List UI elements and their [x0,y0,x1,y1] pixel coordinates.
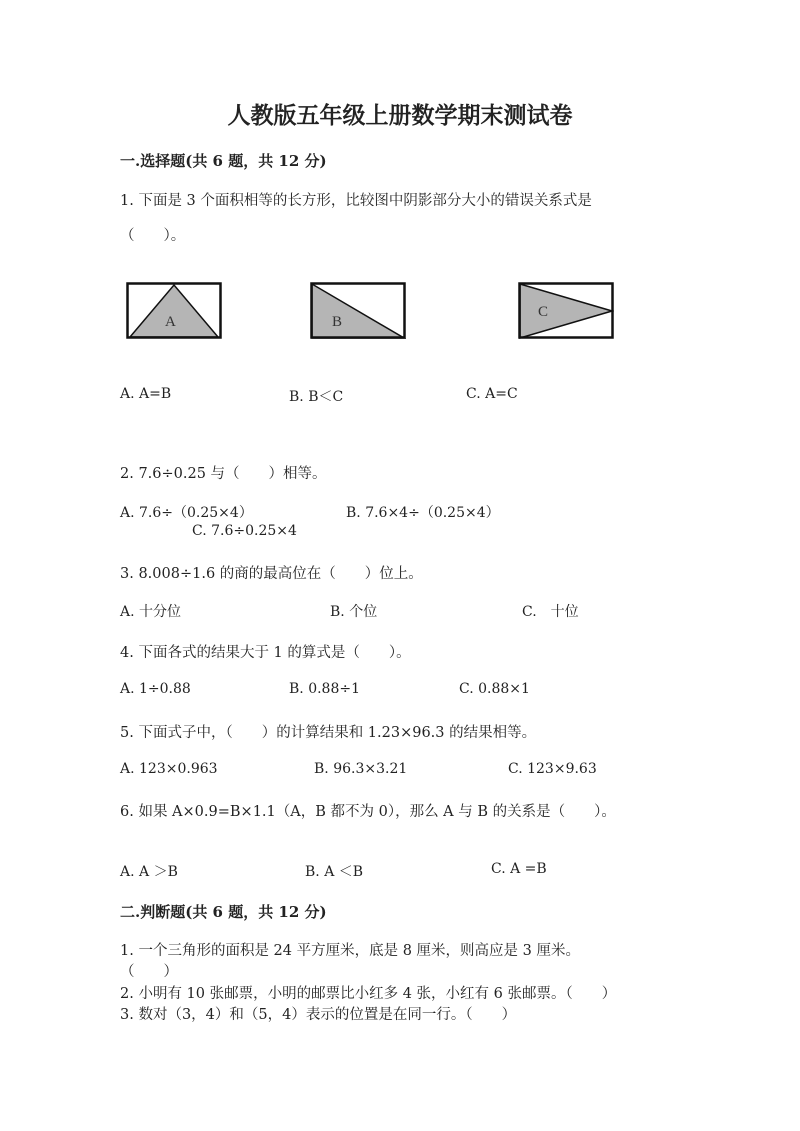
section-heading-judge: 二.判断题(共 6 题，共 12 分) [120,903,327,921]
question-6-option-b: B. A ＜B [305,864,364,880]
judge-question-1-text: 1. 一个三角形的面积是 24 平方厘米，底是 8 厘米，则高应是 3 厘米。 [120,943,580,959]
question-1-option-c: C. A=C [466,386,518,402]
question-2-option-a: A. 7.6÷（0.25×4） [120,505,253,521]
question-4-option-b: B. 0.88÷1 [289,681,360,697]
question-2-option-c: C. 7.6÷0.25×4 [192,523,297,539]
figure-rectangle-b [310,282,406,340]
shaded-triangle-c [520,284,612,338]
question-1-option-a: A. A=B [120,386,172,402]
figure-label-b: B [332,314,343,330]
figure-rectangle-a [126,282,222,340]
question-6-option-a: A. A ＞B [120,864,178,880]
judge-question-3-text: 3. 数对（3，4）和（5，4）表示的位置是在同一行。（ ） [120,1007,517,1023]
question-4-text: 4. 下面各式的结果大于 1 的算式是（ ）。 [120,645,411,661]
page-title: 人教版五年级上册数学期末测试卷 [227,102,573,129]
shaded-triangle-b [312,284,404,338]
question-3-text: 3. 8.008÷1.6 的商的最高位在（ ）位上。 [120,566,423,582]
section-heading-choice: 一.选择题(共 6 题，共 12 分) [120,152,327,170]
question-1-text: 1. 下面是 3 个面积相等的长方形，比较图中阴影部分大小的错误关系式是 [120,193,592,209]
question-5-option-b: B. 96.3×3.21 [314,761,408,777]
question-6-text: 6. 如果 A×0.9=B×1.1（A，B 都不为 0），那么 A 与 B 的关系是（ ）。 [120,804,616,820]
question-2-text: 2. 7.6÷0.25 与（ ）相等。 [120,466,327,482]
question-1-option-b: B. B＜C [289,389,344,405]
question-4-option-c: C. 0.88×1 [459,681,530,697]
judge-question-2-text: 2. 小明有 10 张邮票，小明的邮票比小红多 4 张，小红有 6 张邮票。（ ） [120,986,617,1002]
question-3-option-c: C. 十位 [522,604,579,620]
figure-rectangle-c [518,282,614,340]
question-6-option-c: C. A =B [491,861,547,877]
question-3-option-a: A. 十分位 [120,604,182,620]
question-5-option-a: A. 123×0.963 [120,761,218,777]
figure-label-a: A [165,314,176,330]
question-5-option-c: C. 123×9.63 [508,761,597,777]
judge-question-1-text-cont: （ ） [120,964,178,980]
question-5-text: 5. 下面式子中，（ ）的计算结果和 1.23×96.3 的结果相等。 [120,725,537,741]
question-3-option-b: B. 个位 [330,604,378,620]
question-1-text-cont: （ ）。 [120,228,186,244]
question-4-option-a: A. 1÷0.88 [120,681,191,697]
question-2-option-b: B. 7.6×4÷（0.25×4） [346,505,500,521]
figure-label-c: C [538,304,549,320]
